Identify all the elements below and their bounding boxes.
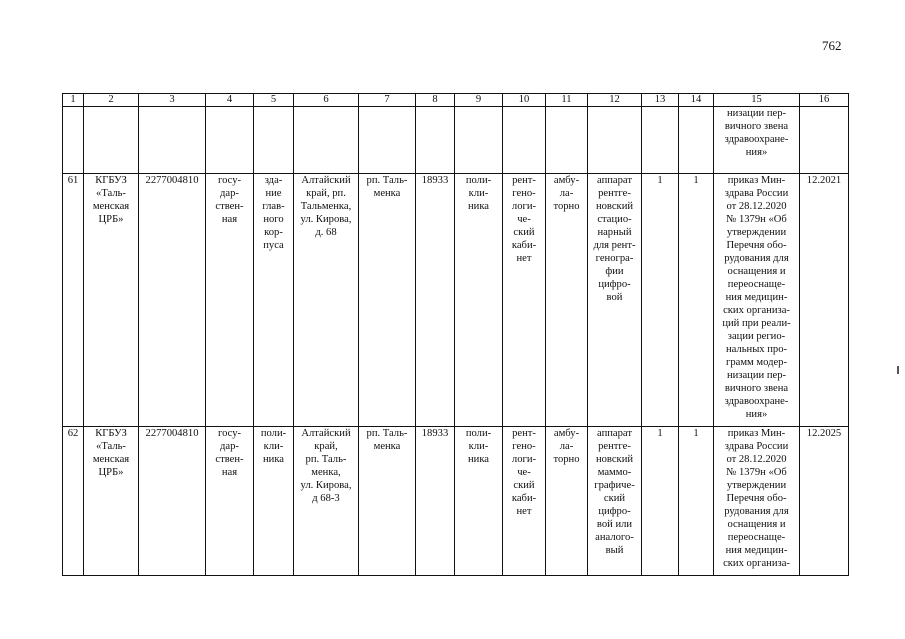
table-cell xyxy=(359,107,416,174)
column-header: 16 xyxy=(800,94,849,107)
column-header: 3 xyxy=(139,94,206,107)
cell-text: 1 xyxy=(657,175,663,186)
settlement-cell xyxy=(359,174,416,427)
population-cell xyxy=(416,174,455,427)
cell-text: рп. Таль- менка xyxy=(366,175,408,199)
table-cell xyxy=(63,107,84,174)
equipment-cell xyxy=(588,174,642,427)
cell-text: рент- гено- логи- че- ский каби- нет xyxy=(511,428,537,517)
table-cell xyxy=(254,107,294,174)
table-cell xyxy=(206,107,254,174)
column-number-row xyxy=(63,94,849,107)
cell-text: поли- кли- ника xyxy=(465,428,492,465)
care-condition-cell xyxy=(546,174,588,427)
cell-text: 1 xyxy=(657,428,663,439)
organization-cell xyxy=(84,427,139,576)
table-cell xyxy=(714,107,800,174)
cell-text: Алтайский край, рп. Тальменка, ул. Кирова, д. 68 xyxy=(300,175,352,238)
cell-text: КГБУЗ «Таль- менская ЦРБ» xyxy=(92,175,130,225)
cell-text: амбу- ла- торно xyxy=(553,175,580,212)
cell-text: 1 xyxy=(693,428,699,439)
legal-basis-cell xyxy=(714,174,800,427)
cell-text: госу- дар- ствен- ная xyxy=(215,428,244,478)
cell-text: 18933 xyxy=(421,428,449,439)
column-header: 9 xyxy=(455,94,503,107)
department-cell xyxy=(503,427,546,576)
column-header: 13 xyxy=(642,94,679,107)
cell-text: амбу- ла- торно xyxy=(553,428,580,465)
table-cell xyxy=(503,107,546,174)
column-header: 15 xyxy=(714,94,800,107)
column-header: 7 xyxy=(359,94,416,107)
scan-edge-mark xyxy=(897,366,899,374)
cell-text: аппарат рентге- новский стацио- нарный для рент- геногра- фии цифро- вой xyxy=(593,175,636,303)
cell-text: 62 xyxy=(67,428,79,439)
table-cell xyxy=(416,107,455,174)
table-cell xyxy=(546,107,588,174)
organization-cell xyxy=(84,174,139,427)
cell-text: КГБУЗ «Таль- менская ЦРБ» xyxy=(92,428,130,478)
building-cell xyxy=(254,427,294,576)
inn-cell xyxy=(139,427,206,576)
cell-text: 1 xyxy=(693,175,699,186)
column-header: 4 xyxy=(206,94,254,107)
cell-text: госу- дар- ствен- ная xyxy=(215,175,244,225)
cell-text: 18933 xyxy=(421,175,449,186)
page-number: 762 xyxy=(822,38,842,53)
ownership-cell xyxy=(206,427,254,576)
quantity-cell xyxy=(679,174,714,427)
date-cell xyxy=(800,174,849,427)
cell-text: аппарат рентге- новский маммо- графиче- ский цифро- вой или аналого- вый xyxy=(594,428,635,556)
table-cell xyxy=(588,107,642,174)
cell-text: приказ Мин- здрава России от 28.12.2020 № 1379н «Об утверждении Перечня обо- рудования для оснащения и переоснаще- ния медицин- ских организа- xyxy=(723,428,790,569)
table-cell xyxy=(679,107,714,174)
cell-text: 12.2021 xyxy=(806,175,842,186)
cell-text: 2277004810 xyxy=(145,428,199,439)
cell-text: Алтайский край, рп. Таль- менка, ул. Кирова, д 68-3 xyxy=(300,428,352,504)
facility-type-cell xyxy=(455,427,503,576)
cell-text: рент- гено- логи- че- ский каби- нет xyxy=(511,175,537,264)
column-header: 11 xyxy=(546,94,588,107)
cell-text: приказ Мин- здрава России от 28.12.2020 № 1379н «Об утверждении Перечня обо- рудования для оснащения и переоснаще- ния медицин- ских организа- ций при реали- зации регио- нальных про- грамм модер- низации пер- вичного звена здравоохране- ния» xyxy=(722,175,791,420)
population-cell xyxy=(416,427,455,576)
cell-text: 2277004810 xyxy=(145,175,199,186)
table-cell xyxy=(294,107,359,174)
cell-text: рп. Таль- менка xyxy=(366,428,408,452)
ownership-cell xyxy=(206,174,254,427)
column-header: 10 xyxy=(503,94,546,107)
address-cell xyxy=(294,174,359,427)
column-header: 1 xyxy=(63,94,84,107)
equipment-cell xyxy=(588,427,642,576)
table-row xyxy=(63,174,849,427)
address-cell xyxy=(294,427,359,576)
quantity-cell xyxy=(679,427,714,576)
department-cell xyxy=(503,174,546,427)
column-header: 6 xyxy=(294,94,359,107)
table-cell xyxy=(455,107,503,174)
table-cell xyxy=(800,107,849,174)
legal-basis-text: низации пер- вичного звена здравоохране- ния» xyxy=(724,108,789,158)
continuation-row xyxy=(63,107,849,174)
column-header: 5 xyxy=(254,94,294,107)
column-header: 8 xyxy=(416,94,455,107)
facility-type-cell xyxy=(455,174,503,427)
row-number xyxy=(63,174,84,427)
care-condition-cell xyxy=(546,427,588,576)
cell-text: поли- кли- ника xyxy=(465,175,492,212)
column-header: 2 xyxy=(84,94,139,107)
table-cell xyxy=(84,107,139,174)
row-number xyxy=(63,427,84,576)
inn-cell xyxy=(139,174,206,427)
cell-text: 12.2025 xyxy=(806,428,842,439)
equipment-table xyxy=(62,93,849,576)
quantity-cell xyxy=(642,427,679,576)
cell-text: 61 xyxy=(67,175,79,186)
column-header: 12 xyxy=(588,94,642,107)
settlement-cell xyxy=(359,427,416,576)
table-cell xyxy=(642,107,679,174)
cell-text: поли- кли- ника xyxy=(260,428,287,465)
date-cell xyxy=(800,427,849,576)
column-header: 14 xyxy=(679,94,714,107)
table-row xyxy=(63,427,849,576)
table-cell xyxy=(139,107,206,174)
quantity-cell xyxy=(642,174,679,427)
building-cell xyxy=(254,174,294,427)
legal-basis-cell xyxy=(714,427,800,576)
cell-text: зда- ние глав- ного кор- пуса xyxy=(262,175,285,251)
